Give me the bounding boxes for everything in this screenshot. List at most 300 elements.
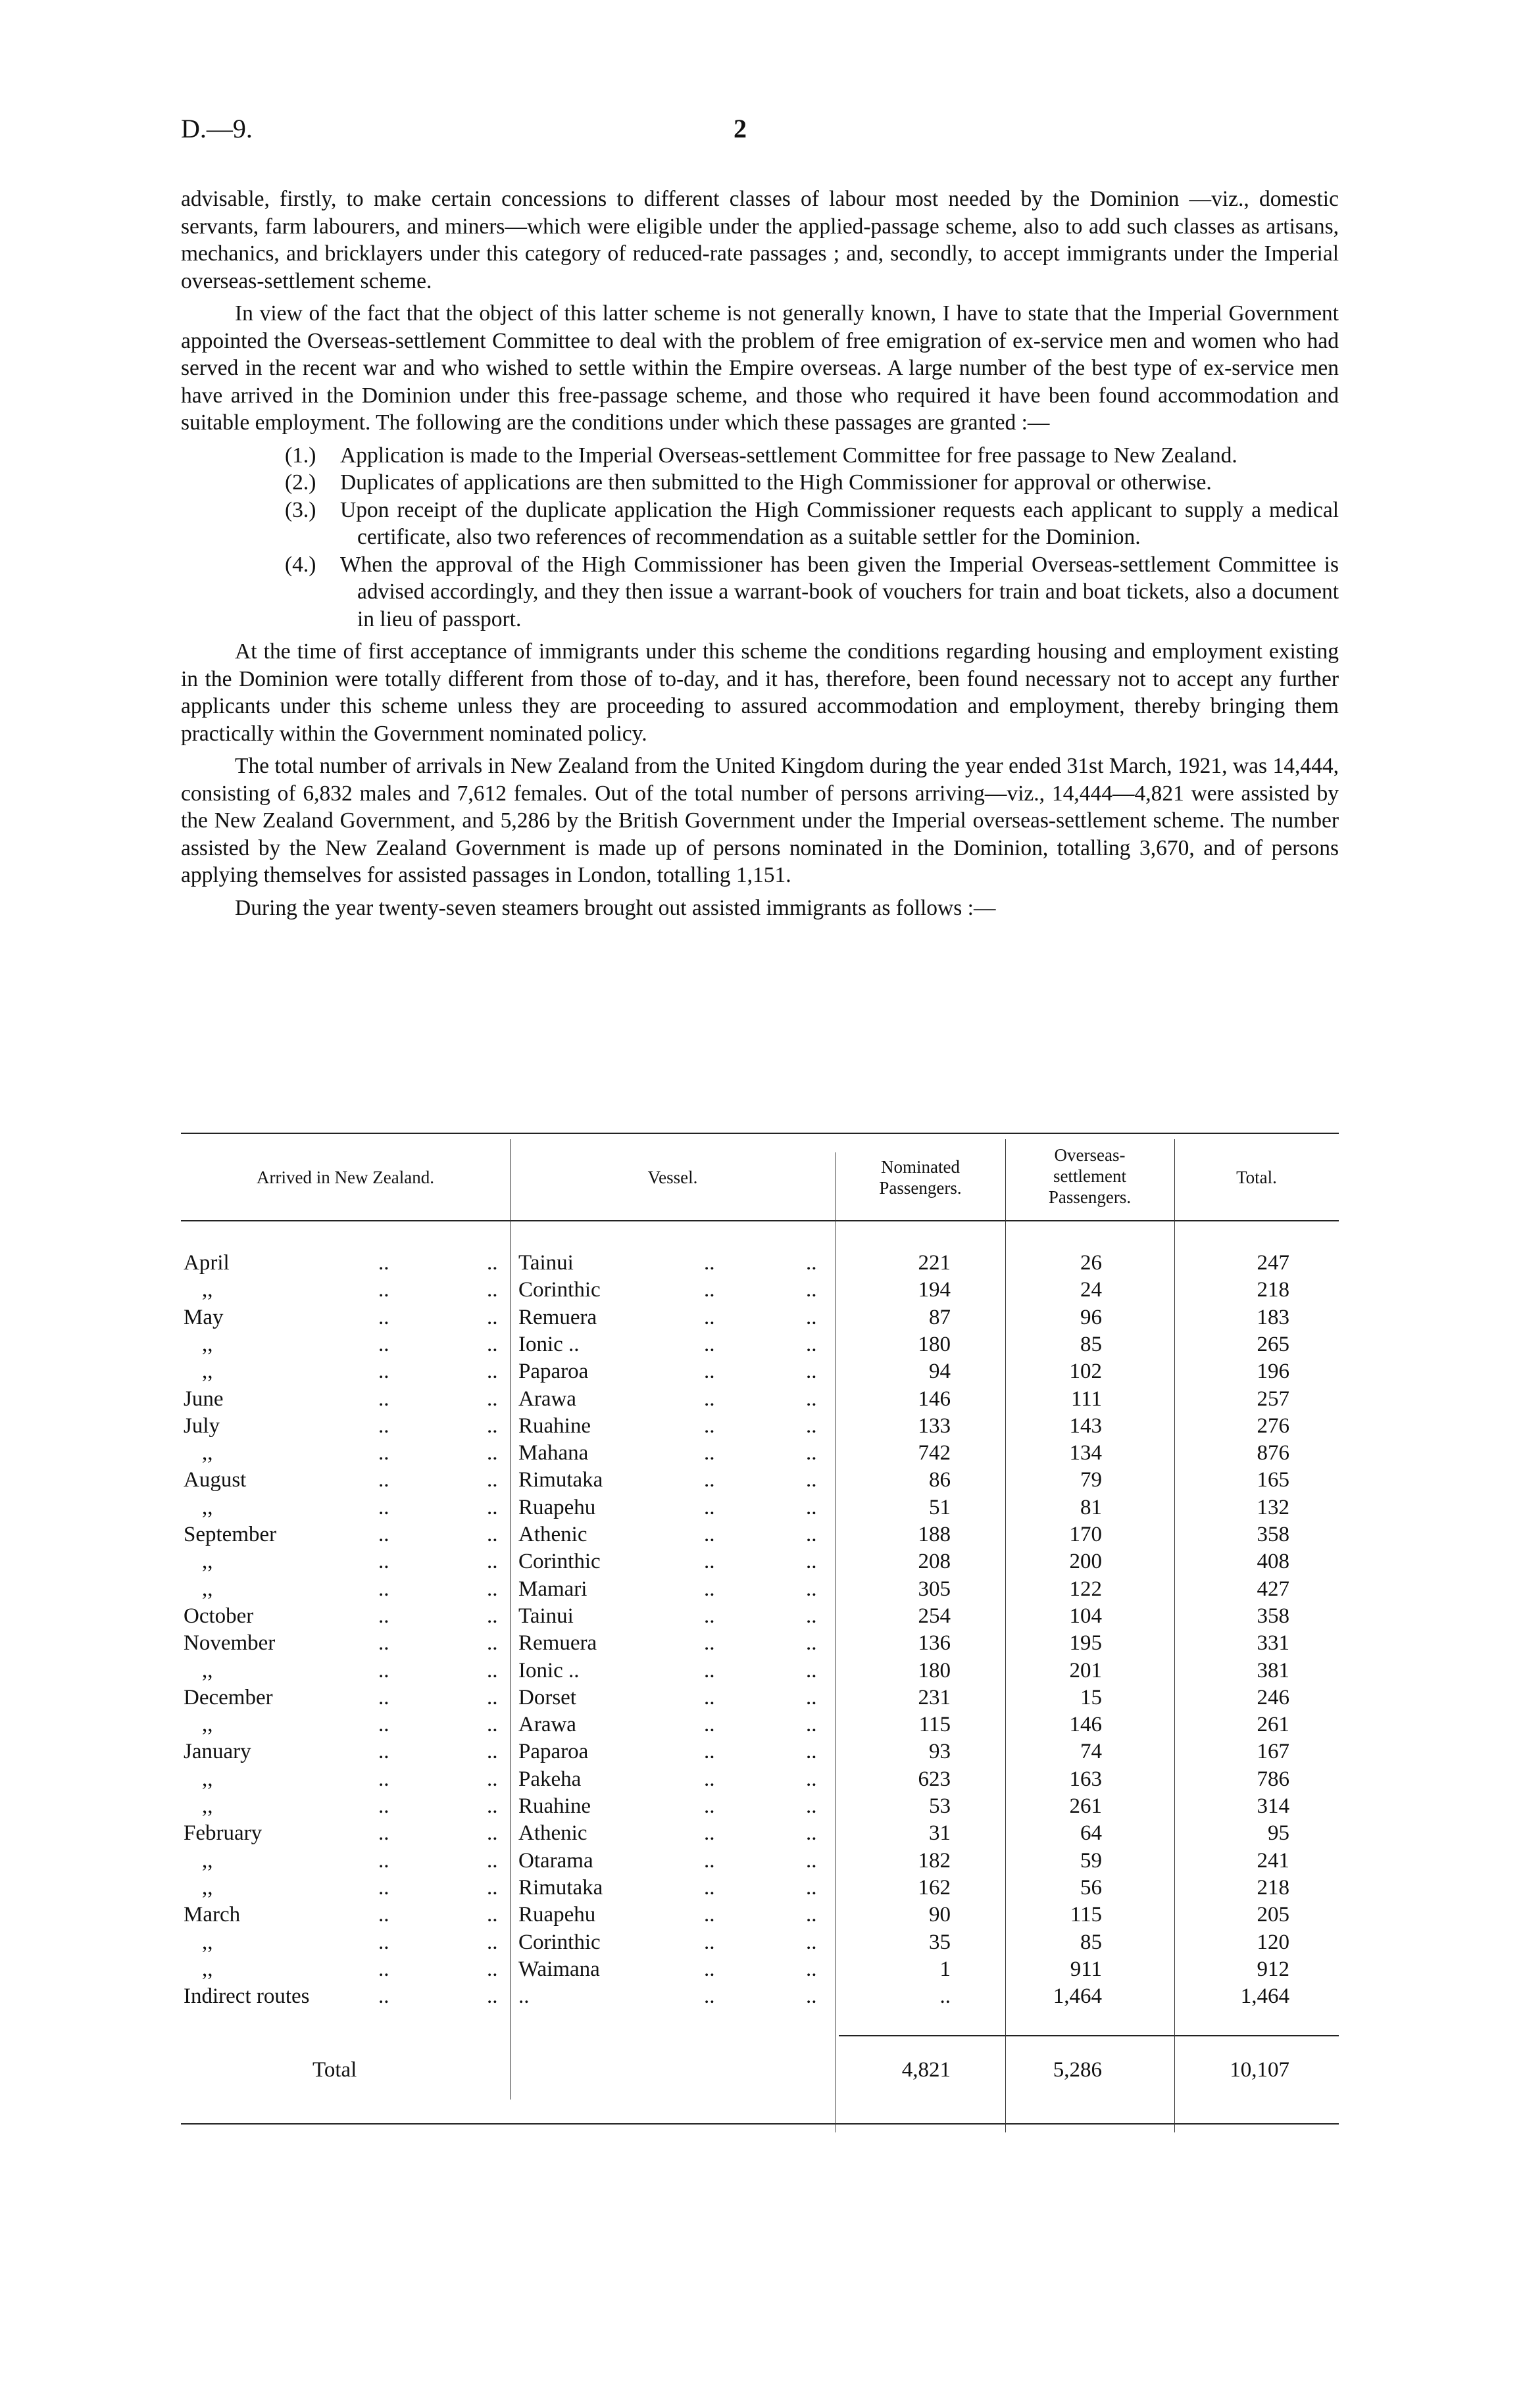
overseas-count: 170 (1069, 1523, 1102, 1546)
vessel-name: Paparoa (518, 1360, 589, 1384)
leader-dots: .. (378, 1685, 389, 1709)
leader-dots: .. (378, 1794, 389, 1818)
leader-dots: .. (378, 1305, 389, 1329)
vessel-name: Ionic .. (518, 1332, 580, 1356)
leader-dots: .. (378, 1903, 389, 1927)
leader-dots: .. (378, 1360, 389, 1384)
leader-dots: .. (378, 1604, 389, 1628)
leader-dots: .. (806, 1685, 817, 1709)
conditions-list (181, 442, 1339, 633)
leader-dots: .. (704, 1278, 715, 1302)
header-arrived: Arrived in New Zealand. (257, 1167, 434, 1187)
leader-dots: .. (378, 1523, 389, 1546)
leader-dots: .. (487, 1903, 498, 1927)
leader-dots: .. (378, 1278, 389, 1302)
leader-dots: .. (704, 1468, 715, 1492)
leader-dots: .. (487, 1740, 498, 1764)
leader-dots: .. (704, 1523, 715, 1546)
table-bottom-rule (181, 2123, 1339, 2125)
overseas-count: 74 (1080, 1740, 1102, 1764)
leader-dots: .. (704, 1957, 715, 1981)
nominated-count: .. (939, 1984, 951, 2009)
nominated-count: 180 (918, 1658, 951, 1683)
body-text (181, 185, 1339, 927)
vessel-name: Remuera (518, 1631, 597, 1656)
leader-dots: .. (487, 1794, 498, 1818)
leader-dots: .. (806, 1631, 817, 1656)
nominated-count: 35 (929, 1930, 951, 1954)
leader-dots: .. (704, 1577, 715, 1601)
arrival-month: ,, (202, 1767, 213, 1791)
arrival-month: November (184, 1631, 276, 1656)
leader-dots: .. (806, 1523, 817, 1546)
vessel-name: Tainui (518, 1604, 574, 1628)
leader-dots: .. (378, 1767, 389, 1791)
leader-dots: .. (704, 1984, 715, 2009)
condition-text: Duplicates of applications are then submitted to the High Commissioner for approval or otherwise. (340, 470, 1212, 495)
row-total: 205 (1257, 1903, 1289, 1927)
vessel-name: Dorset (518, 1685, 576, 1709)
arrival-month: Indirect routes (184, 1984, 310, 2009)
leader-dots: .. (806, 1957, 817, 1981)
condition-item (285, 551, 1339, 633)
leader-dots: .. (806, 1767, 817, 1791)
leader-dots: .. (704, 1685, 715, 1709)
leader-dots: .. (704, 1441, 715, 1465)
table-row (181, 1956, 1339, 1983)
condition-number: (1.) (285, 443, 316, 468)
nominated-count: 182 (918, 1848, 951, 1873)
leader-dots: .. (704, 1794, 715, 1818)
leader-dots: .. (806, 1305, 817, 1329)
overseas-count: 81 (1080, 1495, 1102, 1519)
vessel-name: Ionic .. (518, 1658, 580, 1683)
leader-dots: .. (806, 1848, 817, 1873)
leader-dots: .. (806, 1550, 817, 1574)
table-row (181, 1413, 1339, 1440)
table-intro: During the year twenty-seven steamers brought out assisted immigrants as follows :— (235, 895, 996, 920)
arrival-month: ,, (202, 1930, 213, 1954)
total-overseas: 5,286 (1053, 2058, 1102, 2082)
leader-dots: .. (704, 1251, 715, 1275)
leader-dots: .. (806, 1821, 817, 1846)
leader-dots: .. (704, 1875, 715, 1900)
row-total: 876 (1257, 1441, 1289, 1465)
row-total: 276 (1257, 1413, 1289, 1438)
arrival-month: ,, (202, 1360, 213, 1384)
arrival-month: October (184, 1604, 254, 1628)
overseas-count: 201 (1069, 1658, 1102, 1683)
nominated-count: 623 (918, 1767, 951, 1791)
arrival-month: ,, (202, 1848, 213, 1873)
vessel-name: Rimutaka (518, 1468, 603, 1492)
leader-dots: .. (378, 1631, 389, 1656)
table-row (181, 1521, 1339, 1548)
leader-dots: .. (487, 1631, 498, 1656)
table-row (181, 1331, 1339, 1358)
overseas-count: 134 (1069, 1441, 1102, 1465)
arrival-month: ,, (202, 1441, 213, 1465)
table-total-rule (839, 2035, 1339, 2036)
leader-dots: .. (487, 1685, 498, 1709)
vessel-name: Arawa (518, 1387, 576, 1411)
condition-number: (4.) (285, 552, 316, 577)
table-row (181, 1277, 1339, 1304)
leader-dots: .. (806, 1984, 817, 2009)
leader-dots: .. (806, 1251, 817, 1275)
leader-dots: .. (487, 1821, 498, 1846)
leader-dots: .. (704, 1930, 715, 1954)
leader-dots: .. (704, 1332, 715, 1356)
leader-dots: .. (806, 1577, 817, 1601)
vessel-name: Paparoa (518, 1740, 589, 1764)
leader-dots: .. (806, 1413, 817, 1438)
arrival-month: February (184, 1821, 262, 1846)
leader-dots: .. (378, 1495, 389, 1519)
leader-dots: .. (487, 1957, 498, 1981)
table-row (181, 1358, 1339, 1385)
nominated-count: 221 (918, 1251, 951, 1275)
row-total: 196 (1257, 1360, 1289, 1384)
condition-number: (3.) (285, 497, 316, 522)
overseas-count: 111 (1070, 1387, 1102, 1411)
leader-dots: .. (806, 1495, 817, 1519)
arrival-month: ,, (202, 1658, 213, 1683)
table-row (181, 1304, 1339, 1331)
vessel-name: Athenic (518, 1821, 587, 1846)
nominated-count: 136 (918, 1631, 951, 1656)
row-total: 358 (1257, 1604, 1289, 1628)
vessel-name: Corinthic (518, 1278, 601, 1302)
row-total: 167 (1257, 1740, 1289, 1764)
vessel-name: Corinthic (518, 1550, 601, 1574)
nominated-count: 51 (929, 1495, 951, 1519)
arrival-month: ,, (202, 1550, 213, 1574)
paragraph: At the time of first acceptance of immigrants under this scheme the conditions regarding housing and employment existing in the Dominion were totally different from those of to-day, and it has, therefore, been found necessary not to accept any further applicants under this scheme unless they are proceeding to assured accommodation and employment, thereby bringing them practically within the Government nominated policy. (181, 639, 1339, 746)
table-row (181, 1848, 1339, 1875)
total-label: Total (312, 2058, 357, 2082)
table-row (181, 1929, 1339, 1956)
leader-dots: .. (487, 1577, 498, 1601)
leader-dots: .. (378, 1332, 389, 1356)
nominated-count: 53 (929, 1794, 951, 1818)
leader-dots: .. (378, 1930, 389, 1954)
overseas-count: 122 (1069, 1577, 1102, 1601)
nominated-count: 194 (918, 1278, 951, 1302)
leader-dots: .. (487, 1930, 498, 1954)
leader-dots: .. (487, 1848, 498, 1873)
table-row (181, 1902, 1339, 1929)
leader-dots: .. (487, 1984, 498, 2009)
paragraph: advisable, firstly, to make certain concessions to different classes of labour most needed by the Dominion —viz., domestic servants, farm labourers, and miners—which were eligible under the applied-passage scheme, also to add such classes as artisans, mechanics, and bricklayers under this category of reduced-rate passages ; and, secondly, to accept immigrants under the Imperial overseas-settlement scheme. (181, 187, 1339, 293)
leader-dots: .. (378, 1658, 389, 1683)
vessel-name: Ruapehu (518, 1903, 596, 1927)
leader-dots: .. (704, 1658, 715, 1683)
vessel-name: Ruahine (518, 1413, 591, 1438)
table-row (181, 1658, 1339, 1684)
nominated-count: 180 (918, 1332, 951, 1356)
row-total: 408 (1257, 1550, 1289, 1574)
leader-dots: .. (704, 1767, 715, 1791)
vessel-name: Athenic (518, 1523, 587, 1546)
nominated-count: 90 (929, 1903, 951, 1927)
leader-dots: .. (806, 1930, 817, 1954)
vessel-name: Ruahine (518, 1794, 591, 1818)
row-total: 132 (1257, 1495, 1289, 1519)
vessel-name: Mamari (518, 1577, 587, 1601)
row-total: 218 (1257, 1875, 1289, 1900)
leader-dots: .. (487, 1360, 498, 1384)
arrival-month: April (184, 1251, 230, 1275)
leader-dots: .. (487, 1658, 498, 1683)
vessel-name: Rimutaka (518, 1875, 603, 1900)
vessel-name: Waimana (518, 1957, 600, 1981)
table-row (181, 1711, 1339, 1738)
nominated-count: 231 (918, 1685, 951, 1709)
leader-dots: .. (487, 1468, 498, 1492)
leader-dots: .. (487, 1332, 498, 1356)
nominated-count: 93 (929, 1740, 951, 1764)
table-row (181, 1820, 1339, 1847)
vessel-name: Otarama (518, 1848, 593, 1873)
row-total: 331 (1257, 1631, 1289, 1656)
row-total: 786 (1257, 1767, 1289, 1791)
table-row (181, 1875, 1339, 1902)
table-row (181, 1738, 1339, 1765)
table-row (181, 1467, 1339, 1494)
vessel-name: Mahana (518, 1441, 589, 1465)
table-row (181, 1603, 1339, 1630)
leader-dots: .. (704, 1360, 715, 1384)
arrival-month: July (184, 1413, 220, 1438)
leader-dots: .. (704, 1631, 715, 1656)
leader-dots: .. (487, 1875, 498, 1900)
overseas-count: 261 (1069, 1794, 1102, 1818)
leader-dots: .. (806, 1468, 817, 1492)
row-total: 314 (1257, 1794, 1289, 1818)
arrival-month: ,, (202, 1495, 213, 1519)
table-row (181, 1684, 1339, 1711)
arrival-month: December (184, 1685, 273, 1709)
vessel-name: .. (518, 1984, 530, 2009)
vessel-name: Remuera (518, 1305, 597, 1329)
overseas-count: 15 (1080, 1685, 1102, 1709)
total-total: 10,107 (1230, 2058, 1289, 2082)
nominated-count: 742 (918, 1441, 951, 1465)
table-row (181, 1440, 1339, 1467)
vessel-name: Arawa (518, 1713, 576, 1737)
nominated-count: 133 (918, 1413, 951, 1438)
arrival-month: ,, (202, 1794, 213, 1818)
page-number: 2 (734, 114, 747, 143)
leader-dots: .. (806, 1360, 817, 1384)
leader-dots: .. (806, 1604, 817, 1628)
leader-dots: .. (704, 1740, 715, 1764)
overseas-count: 79 (1080, 1468, 1102, 1492)
leader-dots: .. (378, 1550, 389, 1574)
leader-dots: .. (487, 1713, 498, 1737)
table-row (181, 1983, 1339, 2010)
header-overseas: Overseas- settlement Passengers. (1048, 1145, 1132, 1207)
nominated-count: 254 (918, 1604, 951, 1628)
leader-dots: .. (378, 1577, 389, 1601)
arrival-month: September (184, 1523, 277, 1546)
total-row (181, 2057, 1339, 2084)
leader-dots: .. (704, 1550, 715, 1574)
table-row (181, 1548, 1339, 1575)
overseas-count: 104 (1069, 1604, 1102, 1628)
leader-dots: .. (487, 1495, 498, 1519)
overseas-count: 143 (1069, 1413, 1102, 1438)
leader-dots: .. (704, 1821, 715, 1846)
arrival-month: May (184, 1305, 224, 1329)
row-total: 1,464 (1240, 1984, 1289, 2009)
arrival-month: ,, (202, 1957, 213, 1981)
leader-dots: .. (704, 1495, 715, 1519)
header-vessel: Vessel. (647, 1167, 698, 1187)
condition-text: When the approval of the High Commissioner has been given the Imperial Overseas-settlement Committee is advised accordingly, and they then issue a warrant-book of vouchers for train and boat tickets, also a document in lieu of passport. (340, 552, 1339, 631)
table-row (181, 1250, 1339, 1277)
leader-dots: .. (378, 1848, 389, 1873)
leader-dots: .. (487, 1523, 498, 1546)
leader-dots: .. (378, 1821, 389, 1846)
overseas-count: 146 (1069, 1713, 1102, 1737)
arrival-month: June (184, 1387, 224, 1411)
leader-dots: .. (487, 1550, 498, 1574)
table-header-rule (181, 1220, 1339, 1221)
leader-dots: .. (378, 1468, 389, 1492)
leader-dots: .. (378, 1875, 389, 1900)
row-total: 95 (1268, 1821, 1289, 1846)
condition-item (285, 497, 1339, 551)
leader-dots: .. (704, 1848, 715, 1873)
arrival-month: ,, (202, 1577, 213, 1601)
arrival-month: January (184, 1740, 251, 1764)
nominated-count: 94 (929, 1360, 951, 1384)
table-row (181, 1494, 1339, 1521)
condition-item (285, 469, 1339, 497)
overseas-count: 56 (1080, 1875, 1102, 1900)
leader-dots: .. (704, 1305, 715, 1329)
row-total: 241 (1257, 1848, 1289, 1873)
leader-dots: .. (487, 1413, 498, 1438)
arrival-month: ,, (202, 1332, 213, 1356)
leader-dots: .. (806, 1387, 817, 1411)
leader-dots: .. (806, 1713, 817, 1737)
leader-dots: .. (806, 1278, 817, 1302)
leader-dots: .. (806, 1740, 817, 1764)
row-total: 183 (1257, 1305, 1289, 1329)
leader-dots: .. (806, 1903, 817, 1927)
overseas-count: 102 (1069, 1360, 1102, 1384)
leader-dots: .. (378, 1984, 389, 2009)
row-total: 265 (1257, 1332, 1289, 1356)
leader-dots: .. (806, 1794, 817, 1818)
row-total: 165 (1257, 1468, 1289, 1492)
leader-dots: .. (704, 1903, 715, 1927)
table-row (181, 1576, 1339, 1603)
leader-dots: .. (704, 1604, 715, 1628)
overseas-count: 200 (1069, 1550, 1102, 1574)
vessel-name: Tainui (518, 1251, 574, 1275)
row-total: 358 (1257, 1523, 1289, 1546)
condition-number: (2.) (285, 470, 316, 495)
overseas-count: 96 (1080, 1305, 1102, 1329)
nominated-count: 305 (918, 1577, 951, 1601)
total-nominated: 4,821 (901, 2058, 951, 2082)
table-row (181, 1766, 1339, 1793)
nominated-count: 31 (929, 1821, 951, 1846)
leader-dots: .. (806, 1658, 817, 1683)
nominated-count: 1 (939, 1957, 951, 1981)
table-row (181, 1793, 1339, 1820)
overseas-count: 1,464 (1053, 1984, 1102, 2009)
condition-item (285, 442, 1339, 470)
leader-dots: .. (487, 1251, 498, 1275)
leader-dots: .. (704, 1413, 715, 1438)
leader-dots: .. (487, 1387, 498, 1411)
nominated-count: 87 (929, 1305, 951, 1329)
row-total: 912 (1257, 1957, 1289, 1981)
table-row (181, 1386, 1339, 1413)
leader-dots: .. (378, 1251, 389, 1275)
table-top-rule (181, 1133, 1339, 1134)
row-total: 381 (1257, 1658, 1289, 1683)
overseas-count: 163 (1069, 1767, 1102, 1791)
row-total: 261 (1257, 1713, 1289, 1737)
overseas-count: 115 (1070, 1903, 1102, 1927)
arrival-month: ,, (202, 1875, 213, 1900)
overseas-count: 26 (1080, 1251, 1102, 1275)
arrival-month: ,, (202, 1278, 213, 1302)
row-total: 120 (1257, 1930, 1289, 1954)
overseas-count: 85 (1080, 1332, 1102, 1356)
header-total: Total. (1236, 1167, 1277, 1187)
nominated-count: 115 (918, 1713, 951, 1737)
arrival-month: March (184, 1903, 241, 1927)
row-total: 247 (1257, 1251, 1289, 1275)
document-code: D.—9. (181, 114, 253, 143)
overseas-count: 911 (1070, 1957, 1102, 1981)
overseas-count: 195 (1069, 1631, 1102, 1656)
leader-dots: .. (806, 1441, 817, 1465)
nominated-count: 86 (929, 1468, 951, 1492)
leader-dots: .. (378, 1957, 389, 1981)
vessel-name: Ruapehu (518, 1495, 596, 1519)
header-nominated: Nominated Passengers. (879, 1157, 962, 1198)
paragraph: In view of the fact that the object of this latter scheme is not generally known, I have to state that the Imperial Government appointed the Overseas-settlement Committee to deal with the problem of free emigration of ex-service men and women who had served in the recent war and who wished to settle within the Empire overseas. A large number of the best type of ex-service men have arrived in the Dominion under this free-passage scheme, and those who required it have been found accommodation and suitable employment. The following are the conditions under which these passages are granted :— (181, 301, 1339, 435)
leader-dots: .. (704, 1713, 715, 1737)
overseas-count: 59 (1080, 1848, 1102, 1873)
row-total: 218 (1257, 1278, 1289, 1302)
leader-dots: .. (378, 1740, 389, 1764)
row-total: 257 (1257, 1387, 1289, 1411)
leader-dots: .. (487, 1767, 498, 1791)
paragraph: The total number of arrivals in New Zealand from the United Kingdom during the year ended 31st March, 1921, was 14,444, consisting of 6,832 males and 7,612 females. Out of the total number of persons arriving—viz., 14,444—4,821 were assisted by the New Zealand Government, and 5,286 by the British Government under the Imperial overseas-settlement scheme. The number assisted by the New Zealand Government is made up of persons nominated in the Dominion, totalling 3,670, and of persons applying themselves for assisted passages in London, totalling 1,151. (181, 754, 1339, 887)
overseas-count: 85 (1080, 1930, 1102, 1954)
nominated-count: 146 (918, 1387, 951, 1411)
nominated-count: 208 (918, 1550, 951, 1574)
nominated-count: 162 (918, 1875, 951, 1900)
nominated-count: 188 (918, 1523, 951, 1546)
leader-dots: .. (378, 1713, 389, 1737)
leader-dots: .. (806, 1332, 817, 1356)
leader-dots: .. (487, 1305, 498, 1329)
leader-dots: .. (487, 1278, 498, 1302)
condition-text: Application is made to the Imperial Overseas-settlement Committee for free passage to New Zealand. (340, 443, 1237, 468)
leader-dots: .. (487, 1441, 498, 1465)
leader-dots: .. (378, 1441, 389, 1465)
